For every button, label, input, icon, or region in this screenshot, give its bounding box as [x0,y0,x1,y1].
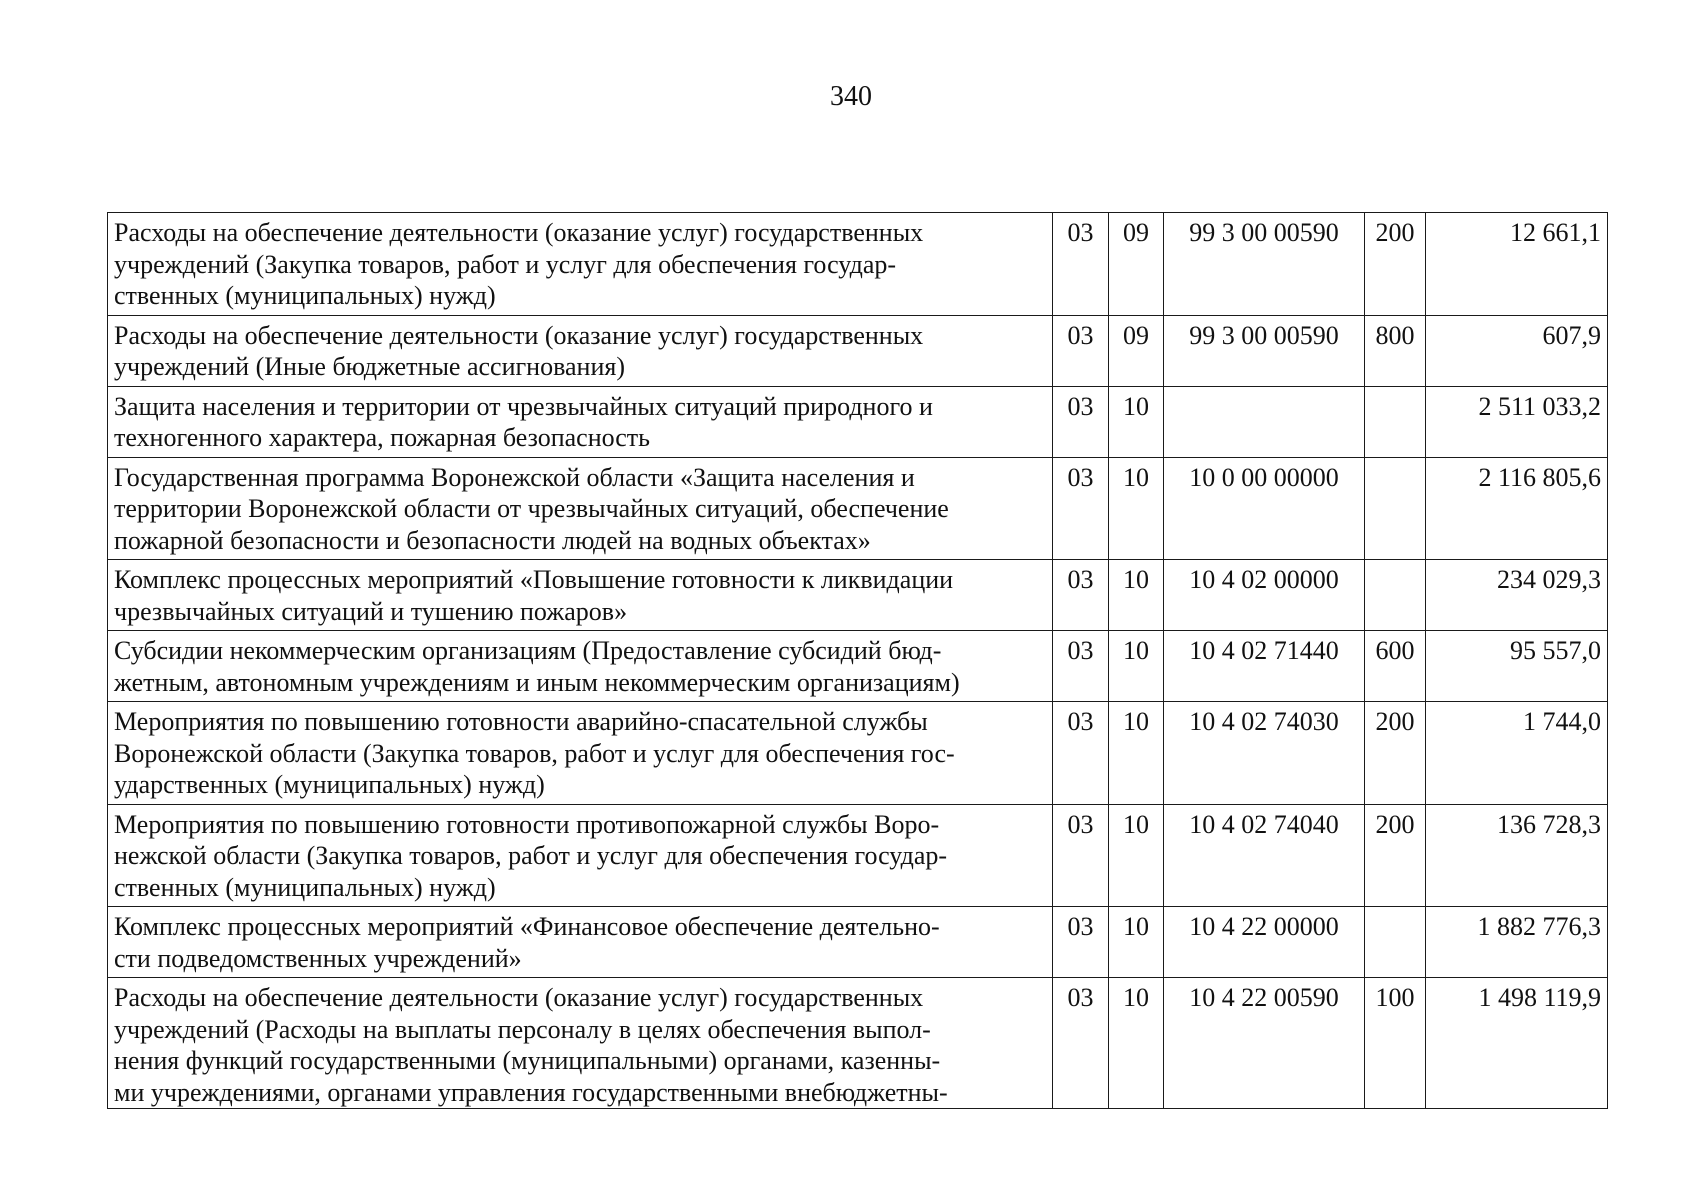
expense-type-code [1365,386,1426,457]
amount: 234 029,3 [1426,560,1608,631]
target-article-code: 10 4 02 71440 [1164,631,1365,702]
subsection-code: 10 [1109,907,1164,978]
row-description [108,631,1053,702]
description-line: Расходы на обеспечение деятельности (оказание услуг) государственных [114,218,924,247]
amount: 12 661,1 [1426,213,1608,316]
expense-type-code: 200 [1365,804,1426,907]
expense-type-code: 200 [1365,702,1426,805]
description-line: Защита населения и территории от чрезвычайных ситуаций природного и [114,391,933,421]
description-line: учреждений (Закупка товаров, работ и услуг для обеспечения государ- [114,249,897,279]
section-code: 03 [1053,457,1109,560]
description-line: Комплекс процессных мероприятий «Финансовое обеспечение деятельно- [114,912,940,941]
description-line: нежской области (Закупка товаров, работ и услуг для обеспечения государ- [114,841,948,870]
section-code: 03 [1053,213,1109,316]
expense-type-code [1365,457,1426,560]
description-line: Мероприятия по повышению готовности противопожарной службы Воро- [114,809,940,839]
subsection-code: 10 [1109,457,1164,560]
section-code: 03 [1053,386,1109,457]
table-row [108,631,1608,702]
subsection-code: 10 [1109,702,1164,805]
description-line: ственных (муниципальных) нужд) [114,281,496,310]
amount: 95 557,0 [1426,631,1608,702]
target-article-code: 99 3 00 00590 [1164,213,1365,316]
description-line: ударственных (муниципальных) нужд) [114,770,545,799]
section-code: 03 [1053,702,1109,805]
expense-type-code [1365,907,1426,978]
table-row [108,978,1608,1109]
row-description [108,702,1053,805]
subsection-code: 10 [1109,978,1164,1109]
table-row [108,315,1608,386]
target-article-code: 99 3 00 00590 [1164,315,1365,386]
description-line: сти подведомственных учреждений» [114,943,522,973]
description-line: Субсидии некоммерческим организациям (Предоставление субсидий бюд- [114,636,942,665]
amount: 1 744,0 [1426,702,1608,805]
row-description [108,386,1053,457]
target-article-code: 10 4 02 00000 [1164,560,1365,631]
description-line: учреждений (Иные бюджетные ассигнования) [114,352,625,381]
description-line: Мероприятия по повышению готовности аварийно-спасательной службы [114,707,928,736]
target-article-code: 10 0 00 00000 [1164,457,1365,560]
description-line: жетным, автономным учреждениям и иным некоммерческим организациям) [114,667,960,697]
section-code: 03 [1053,804,1109,907]
subsection-code: 10 [1109,386,1164,457]
section-code: 03 [1053,631,1109,702]
table-row [108,457,1608,560]
expense-type-code: 800 [1365,315,1426,386]
description-line: Воронежской области (Закупка товаров, работ и услуг для обеспечения гос- [114,738,955,768]
description-line: ственных (муниципальных) нужд) [114,872,496,902]
amount: 2 116 805,6 [1426,457,1608,560]
target-article-code: 10 4 22 00590 [1164,978,1365,1109]
subsection-code: 09 [1109,315,1164,386]
amount: 136 728,3 [1426,804,1608,907]
expense-type-code: 100 [1365,978,1426,1109]
row-description [108,213,1053,316]
budget-table [107,212,1608,1109]
row-description [108,315,1053,386]
amount: 1 882 776,3 [1426,907,1608,978]
row-description [108,804,1053,907]
target-article-code: 10 4 22 00000 [1164,907,1365,978]
amount: 2 511 033,2 [1426,386,1608,457]
table-row [108,907,1608,978]
section-code: 03 [1053,560,1109,631]
target-article-code: 10 4 02 74040 [1164,804,1365,907]
description-line: чрезвычайных ситуаций и тушению пожаров» [114,596,628,626]
target-article-code [1164,386,1365,457]
description-line: учреждений (Расходы на выплаты персоналу в целях обеспечения выпол- [114,1014,931,1044]
section-code: 03 [1053,907,1109,978]
table-row [108,804,1608,907]
row-description [108,457,1053,560]
expense-type-code: 200 [1365,213,1426,316]
description-line: техногенного характера, пожарная безопасность [114,423,651,452]
subsection-code: 10 [1109,560,1164,631]
table-row [108,386,1608,457]
row-description [108,907,1053,978]
expense-type-code: 600 [1365,631,1426,702]
target-article-code: 10 4 02 74030 [1164,702,1365,805]
section-code: 03 [1053,315,1109,386]
row-description [108,978,1053,1109]
description-line: Расходы на обеспечение деятельности (оказание услуг) государственных [114,320,924,350]
description-line: нения функций государственными (муниципальными) органами, казенны- [114,1046,941,1075]
page-number: 340 [830,81,872,112]
amount: 1 498 119,9 [1426,978,1608,1109]
description-line: Комплекс процессных мероприятий «Повышение готовности к ликвидации [114,565,954,594]
subsection-code: 10 [1109,804,1164,907]
section-code: 03 [1053,978,1109,1109]
expense-type-code [1365,560,1426,631]
table-row [108,702,1608,805]
table-row [108,213,1608,316]
subsection-code: 10 [1109,631,1164,702]
description-line: пожарной безопасности и безопасности людей на водных объектах» [114,525,871,555]
budget-table-body [108,213,1608,1109]
table-row [108,560,1608,631]
description-line: Расходы на обеспечение деятельности (оказание услуг) государственных [114,983,924,1012]
amount: 607,9 [1426,315,1608,386]
description-line: Государственная программа Воронежской области «Защита населения и [114,462,915,492]
row-description [108,560,1053,631]
subsection-code: 09 [1109,213,1164,316]
description-line: территории Воронежской области от чрезвычайных ситуаций, обеспечение [114,494,949,523]
description-line: ми учреждениями, органами управления государственными внебюджетны- [114,1077,948,1107]
